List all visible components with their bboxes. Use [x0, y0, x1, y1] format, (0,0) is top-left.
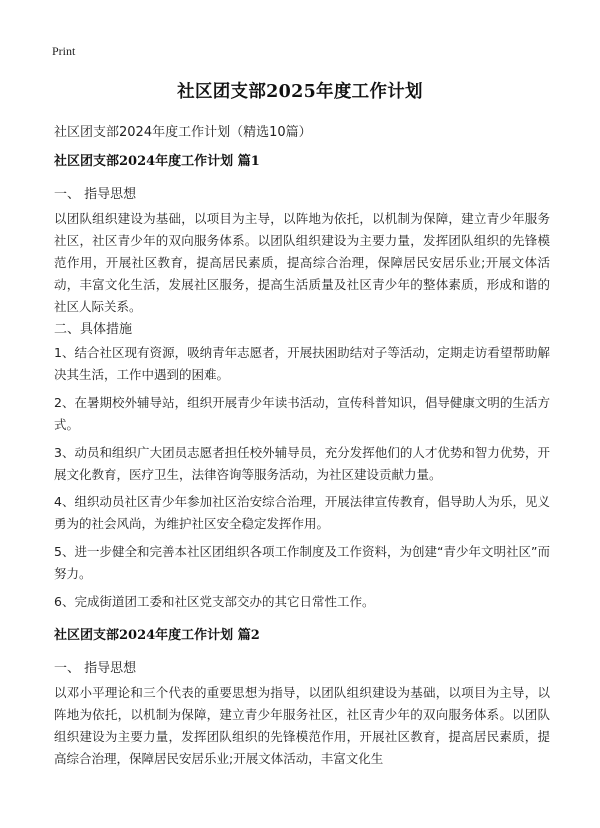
- measure-item: 3、动员和组织广大团员志愿者担任校外辅导员，充分发挥他们的人才优势和智力优势，开展文化教育，医疗卫生，法律咨询等服务活动，为社区建设贡献力量。: [54, 445, 550, 482]
- article-1-section-measures-title: 二、具体措施: [54, 322, 133, 337]
- measure-item: 6、完成街道团工委和社区党支部交办的其它日常性工作。: [54, 594, 375, 609]
- article-2-heading: 社区团支部2024年度工作计划 篇2: [54, 628, 260, 643]
- article-1-heading: 社区团支部2024年度工作计划 篇1: [54, 154, 260, 169]
- article-2-section-guiding-title: 一、 指导思想: [54, 661, 137, 676]
- document-subtitle: 社区团支部2024年度工作计划（精选10篇）: [54, 125, 312, 140]
- measure-item: 2、在暑期校外辅导站，组织开展青少年读书活动，宣传科普知识，倡导健康文明的生活方式。: [54, 395, 550, 432]
- article-1-section-guiding-title: 一、 指导思想: [54, 187, 137, 202]
- article-1-guiding-paragraph: 以团队组织建设为基础，以项目为主导，以阵地为依托，以机制为保障，建立青少年服务社区，社区青少年的双向服务体系。以团队组织建设为主要力量，发挥团队组织的先锋模范作用，开展社区教育，提高居民素质，提高综合治理，保障居民安居乐业;开展文体活动，丰富文化生活，发展社区服务，提高生活质量及社区青少年的整体素质，形成和谐的社区人际关系。: [54, 211, 550, 314]
- page-title: 社区团支部2025年度工作计划: [177, 82, 423, 102]
- measure-item: 1、结合社区现有资源，吸纳青年志愿者，开展扶困助结对子等活动，定期走访看望帮助解决其生活，工作中遇到的困难。: [54, 345, 550, 382]
- measure-item: 5、进一步健全和完善本社区团组织各项工作制度及工作资料，为创建“青少年文明社区”而努力。: [54, 544, 550, 581]
- print-label[interactable]: Print: [52, 44, 76, 58]
- measure-item: 4、组织动员社区青少年参加社区治安综合治理，开展法律宣传教育，倡导助人为乐，见义勇为的社会风尚，为维护社区安全稳定发挥作用。: [54, 494, 550, 531]
- article-2-guiding-paragraph: 以邓小平理论和三个代表的重要思想为指导，以团队组织建设为基础，以项目为主导，以阵地为依托，以机制为保障，建立青少年服务社区，社区青少年的双向服务体系。以团队组织建设为主要力量，发挥团队组织的先锋模范作用，开展社区教育，提高居民素质，提高综合治理，保障居民安居乐业;开展文体活动，丰富文化生: [54, 685, 550, 766]
